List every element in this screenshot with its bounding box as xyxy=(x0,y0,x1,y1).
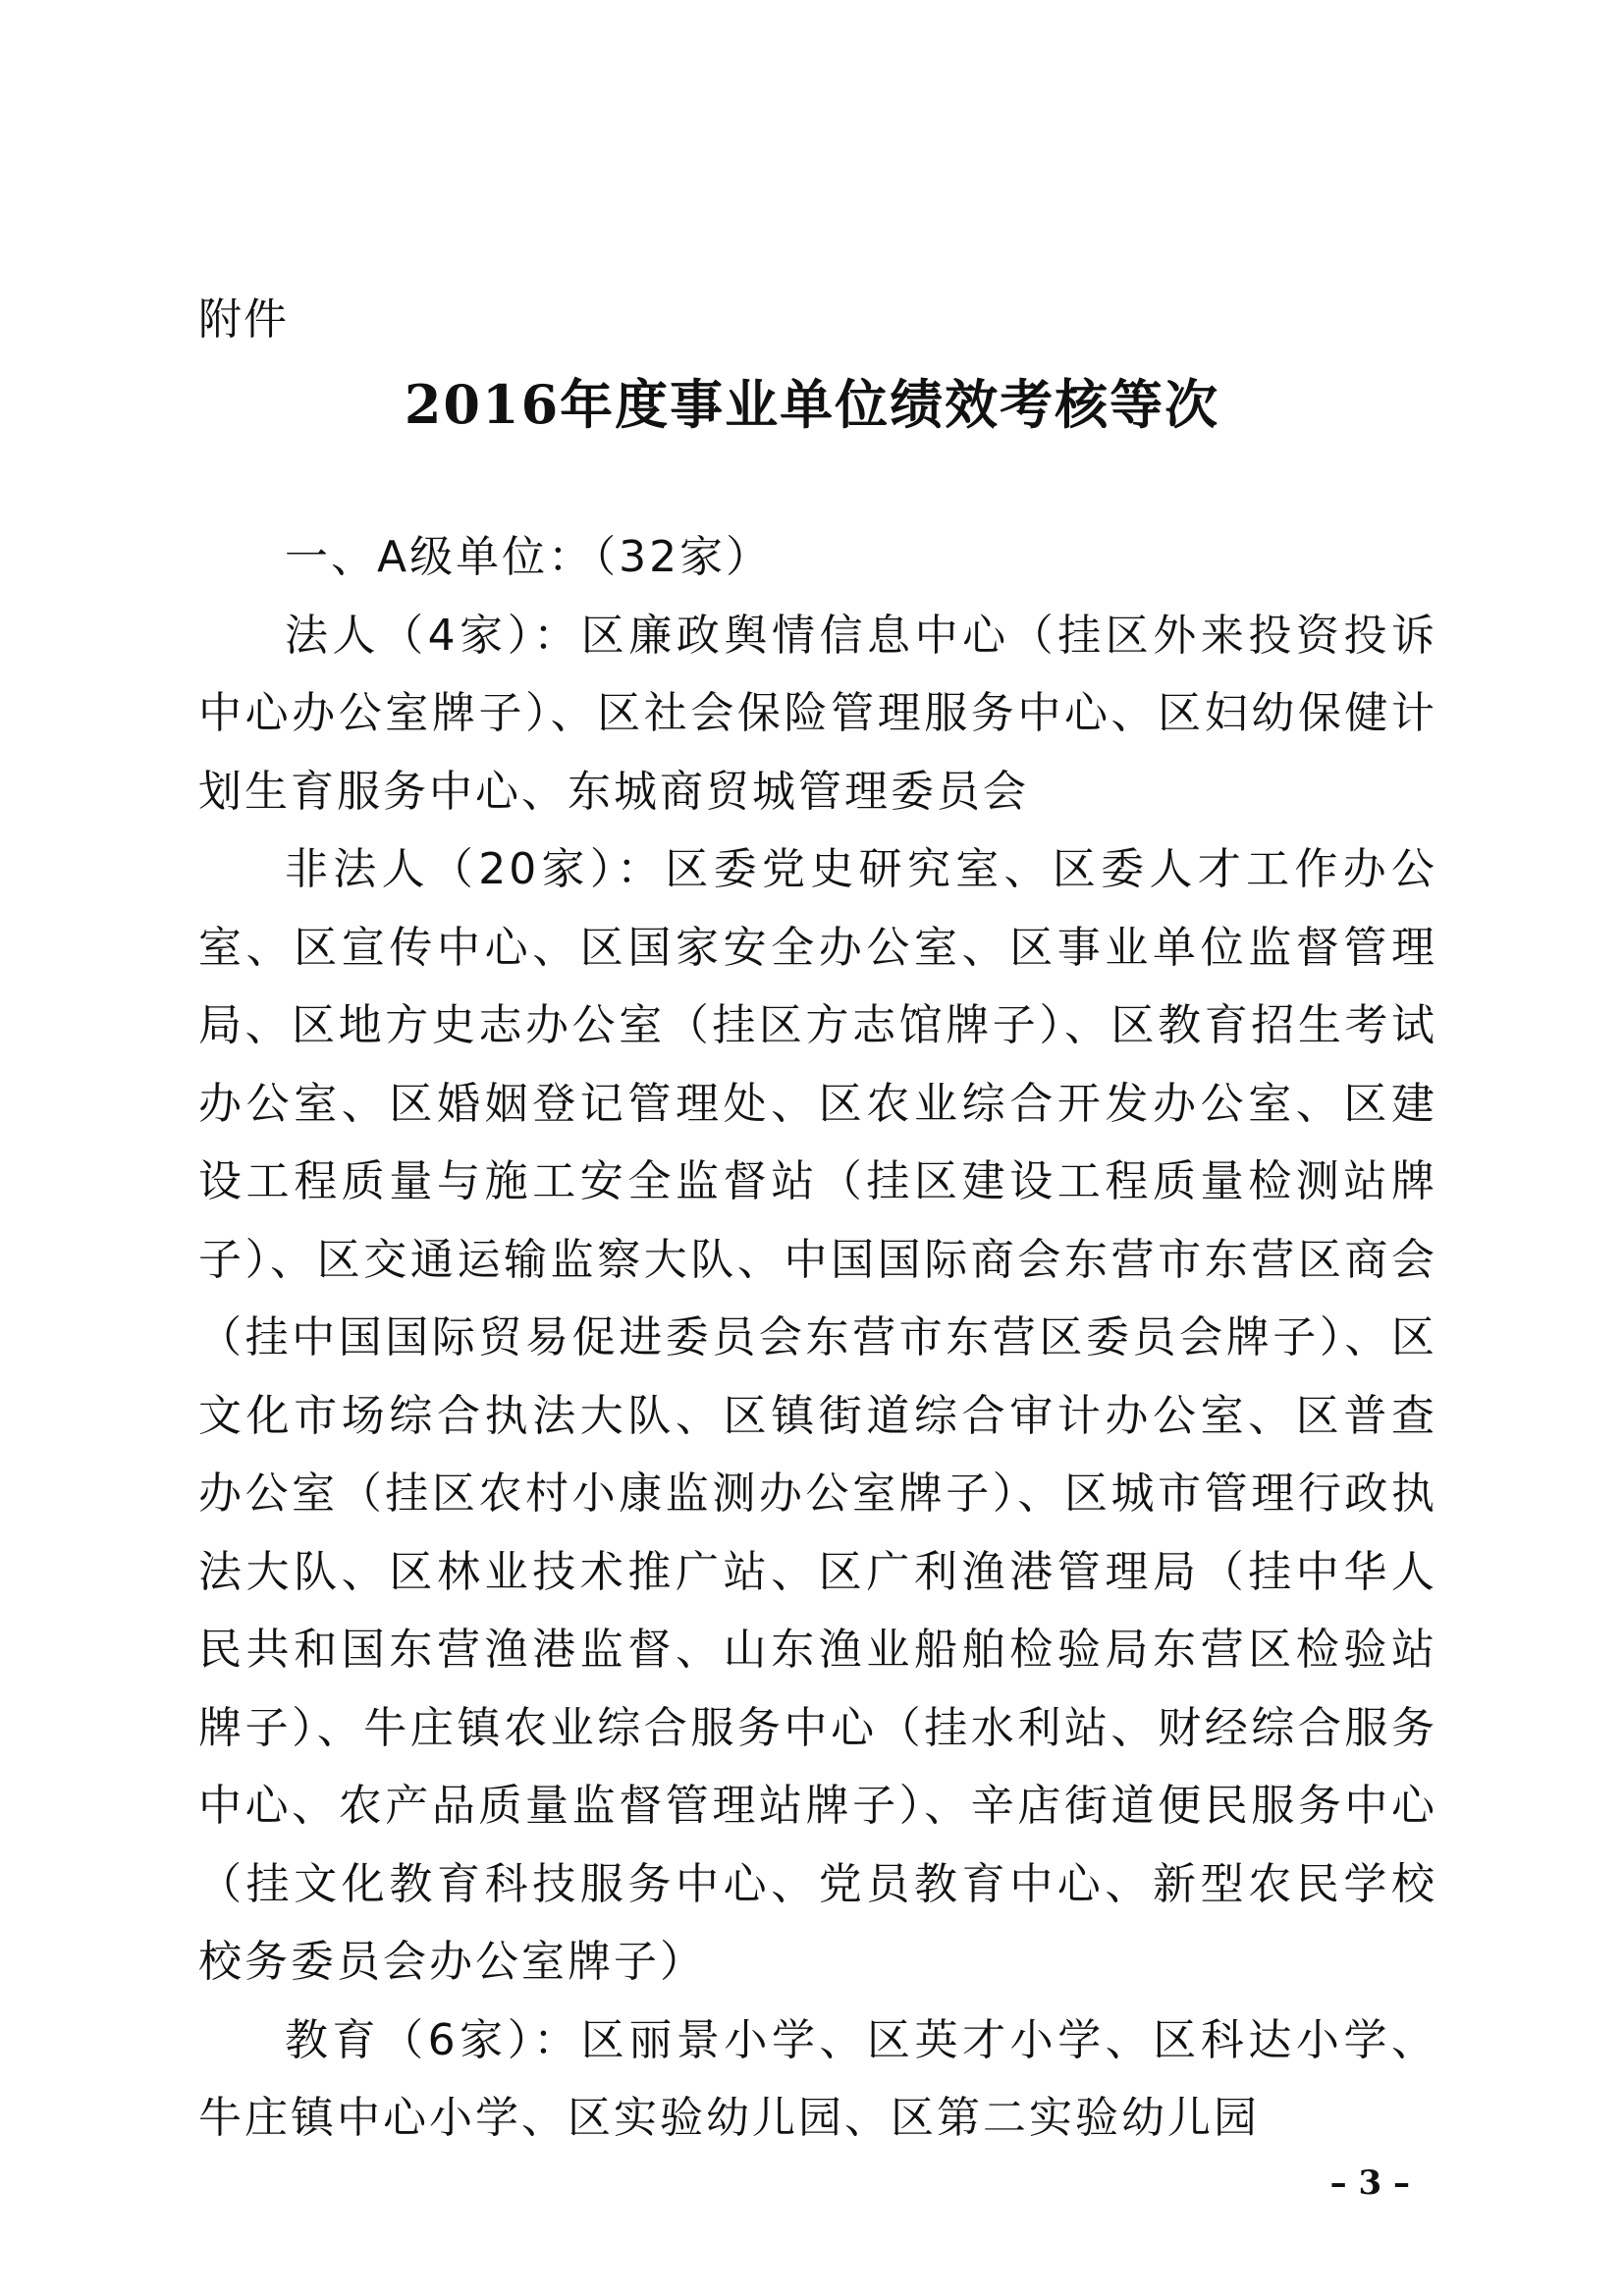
page-number: – 3 – xyxy=(1329,2163,1410,2203)
document-title: 2016年度事业单位绩效考核等次 xyxy=(404,373,1220,436)
attachment-label: 附件 xyxy=(198,294,289,345)
paragraph-education: 教育（6家）：区丽景小学、区英才小学、区科达小学、牛庄镇中心小学、区实验幼儿园、区第二实验幼儿园 xyxy=(198,2014,1437,2143)
document-body xyxy=(198,518,1437,2158)
section-heading: 一、A级单位：（32家） xyxy=(285,532,773,582)
paragraph-non-legal-entities: 非法人（20家）：区委党史研究室、区委人才工作办公室、区宣传中心、区国家安全办公室、区事业单位监督管理局、区地方史志办公室（挂区方志馆牌子）、区教育招生考试办公室、区婚姻登记管理处、区农业综合开发办公室、区建设工程质量与施工安全监督站（挂区建设工程质量检测站牌子）、区交通运输监察大队、中国国际商会东营市东营区商会（挂中国国际贸易促进委员会东营市东营区委员会牌子）、区文化市场综合执法大队、区镇街道综合审计办公室、区普查办公室（挂区农村小康监测办公室牌子）、区城市管理行政执法大队、区林业技术推广站、区广利渔港管理局（挂中华人民共和国东营渔港监督、山东渔业船舶检验局东营区检验站牌子）、牛庄镇农业综合服务中心（挂水利站、财经综合服务中心、农产品质量监督管理站牌子）、辛店街道便民服务中心（挂文化教育科技服务中心、党员教育中心、新型农民学校校务委员会办公室牌子） xyxy=(198,844,1437,1987)
paragraph-legal-entities: 法人（4家）：区廉政舆情信息中心（挂区外来投资投诉中心办公室牌子）、区社会保险管理服务中心、区妇幼保健计划生育服务中心、东城商贸城管理委员会 xyxy=(198,610,1437,817)
